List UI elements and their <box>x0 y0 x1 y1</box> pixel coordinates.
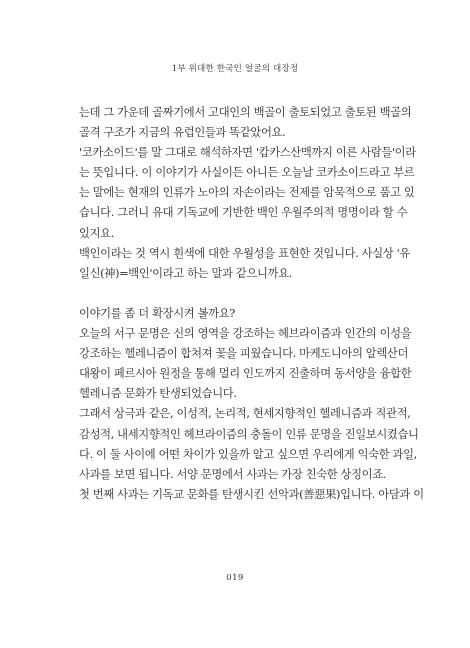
text-line: 는 말에는 현재의 인류가 노아의 자손이라는 전제를 암묵적으로 품고 있 <box>79 186 415 200</box>
page-number: 019 <box>226 573 244 583</box>
text-line: 습니다. 그러니 유대 기독교에 기반한 백인 우월주의적 명명이라 할 수 <box>79 206 408 220</box>
text-line: 대왕이 페르시아 원정을 통해 멀리 인도까지 진출하며 동서양을 융합한 <box>79 367 412 381</box>
text-line: 첫 번째 사과는 기독교 문화를 탄생시킨 선악과(善惡果)입니다. 아담과 이 <box>79 487 424 501</box>
text-line: 는 뜻입니다. 이 이야기가 사실이든 아니든 오늘날 코카소이드라고 부르 <box>79 166 415 180</box>
text-line: 사과를 보면 됩니다. 서양 문명에서 사과는 가장 친숙한 상징이죠. <box>79 467 387 481</box>
text-line: 헬레니즘 문화가 탄생되었습니다. <box>79 387 237 401</box>
text-line: 는데 그 가운데 골짜기에서 고대인의 백골이 출토되었고 출토된 백골의 <box>79 106 412 119</box>
text-line: 감성적, 내세지향적인 헤브라이즘의 충돌이 인류 문명을 진일보시켰습니 <box>79 427 419 441</box>
text-line: 골격 구조가 지금의 유럽인들과 똑같았어요. <box>79 126 286 140</box>
paragraph-break <box>79 284 397 304</box>
body-text <box>79 103 424 505</box>
text-line: 일신(神)=백인'이라고 하는 말과 같으니까요. <box>79 266 292 280</box>
text-line: 오늘의 서구 문명은 신의 영역을 강조하는 헤브라이즘과 인간의 이성을 <box>79 327 412 341</box>
text-line: 백인이라는 것 역시 흰색에 대한 우월성을 표현한 것입니다. 사실상 '유 <box>79 246 410 260</box>
text-line: 다. 이 둘 사이에 어떤 차이가 있을까 알고 싶으면 우리에게 익숙한 과일, <box>79 447 417 461</box>
text-line: 강조하는 헬레니즘이 합쳐져 꽃을 피웠습니다. 마케도니아의 알렉산더 <box>79 347 409 361</box>
text-line: 이야기를 좀 더 확장시켜 볼까요? <box>79 306 235 320</box>
text-line: '코카소이드'를 말 그대로 해석하자면 '캅카스산맥까지 이른 사람들'이라 <box>79 146 416 160</box>
running-head: 1부 위대한 한국인 얼굴의 대장정 <box>171 64 299 74</box>
text-line: 그래서 상극과 같은, 이성적, 논리적, 현세지향적인 헬레니즘과 직관적, <box>79 407 411 421</box>
text-line: 있지요. <box>79 226 114 240</box>
